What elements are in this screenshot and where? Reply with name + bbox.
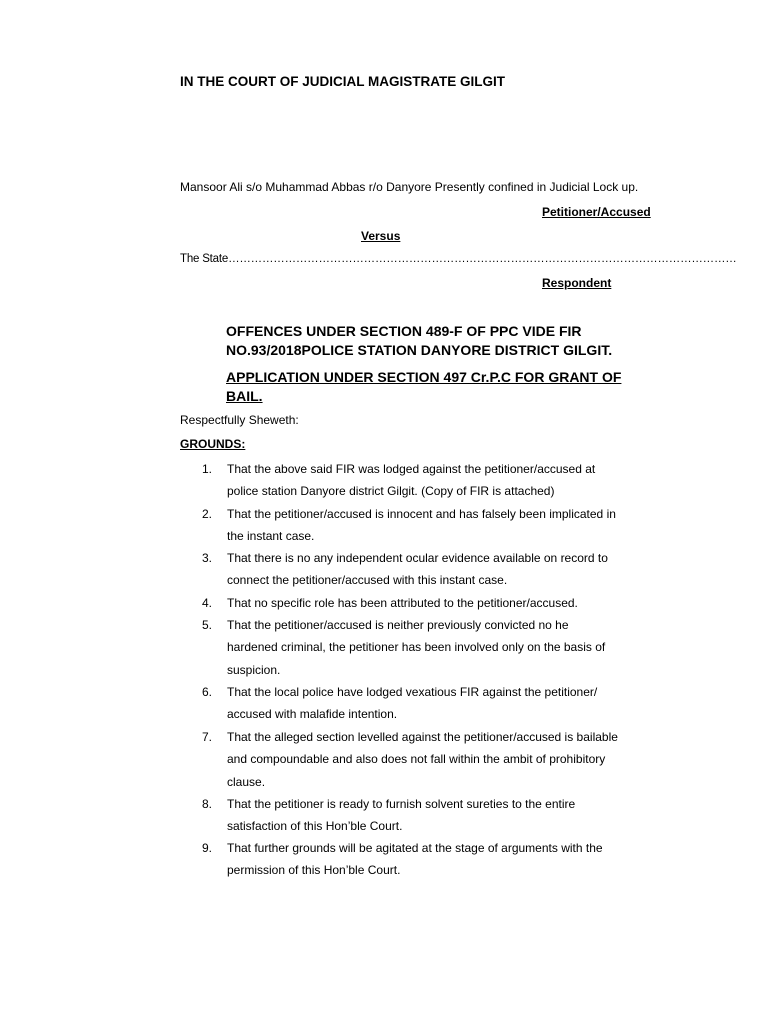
offences-heading: OFFENCES UNDER SECTION 489-F OF PPC VIDE FIR NO.93/2018POLICE STATION DANYORE DISTRICT GILGIT. [226, 323, 613, 358]
grounds-heading: GROUNDS: [180, 437, 246, 451]
ground-number: 6. [202, 685, 213, 699]
ground-number: 9. [202, 841, 213, 855]
court-title: IN THE COURT OF JUDICIAL MAGISTRATE GILGIT [180, 74, 505, 89]
ground-line: That the alleged section levelled against the petitioner/accused is bailable [227, 730, 618, 744]
ground-line: That the petitioner is ready to furnish solvent sureties to the entire [227, 797, 576, 811]
ground-text [227, 503, 687, 548]
respondent-label: Respondent [542, 276, 612, 290]
ground-line: That the petitioner/accused is neither previously convicted no he [227, 618, 569, 632]
ground-text [227, 793, 687, 838]
ground-number: 7. [202, 730, 213, 744]
ground-number: 2. [202, 507, 213, 521]
ground-text [227, 458, 687, 503]
ground-line: That the petitioner/accused is innocent and has falsely been implicated in [227, 507, 616, 521]
ground-line: accused with malafide intention. [227, 707, 398, 722]
ground-line: police station Danyore district Gilgit. (Copy of FIR is attached) [227, 484, 555, 499]
ground-line: permission of this Hon’ble Court. [227, 863, 401, 878]
ground-line: That the above said FIR was lodged against the petitioner/accused at [227, 462, 596, 476]
ground-line: satisfaction of this Hon’ble Court. [227, 819, 403, 834]
ground-text [227, 726, 687, 793]
ground-text [227, 592, 687, 614]
ground-line: That further grounds will be agitated at the stage of arguments with the [227, 841, 603, 855]
petitioner-label: Petitioner/Accused [542, 205, 651, 219]
ground-number: 4. [202, 596, 213, 610]
versus-label: Versus [361, 229, 401, 243]
salutation: Respectfully Sheweth: [180, 413, 299, 427]
ground-line: connect the petitioner/accused with this instant case. [227, 573, 508, 588]
ground-text [227, 837, 687, 882]
application-heading: APPLICATION UNDER SECTION 497 Cr.P.C FOR GRANT OF BAIL. [226, 369, 622, 404]
ground-line: That there is no any independent ocular evidence available on record to [227, 551, 608, 565]
ground-number: 8. [202, 797, 213, 811]
ground-line: That the local police have lodged vexatious FIR against the petitioner/ [227, 685, 598, 699]
ground-text [227, 681, 687, 726]
ground-line: the instant case. [227, 529, 315, 544]
ground-number: 5. [202, 618, 213, 632]
ground-line: clause. [227, 774, 266, 789]
ground-number: 3. [202, 551, 213, 565]
petitioner-name: Mansoor Ali s/o Muhammad Abbas r/o Danyore Presently confined in Judicial Lock up. [180, 180, 639, 194]
ground-number: 1. [202, 462, 213, 476]
ground-line: That no specific role has been attributed to the petitioner/accused. [227, 596, 578, 610]
ground-line: suspicion. [227, 662, 281, 677]
ground-line: and compoundable and also does not fall within the ambit of prohibitory [227, 752, 606, 767]
ground-text [227, 614, 687, 681]
ground-text [227, 547, 687, 592]
respondent-name: The State……………………………………………………………………………………………………………………… [180, 253, 737, 265]
ground-line: hardened criminal, the petitioner has been involved only on the basis of [227, 640, 606, 655]
